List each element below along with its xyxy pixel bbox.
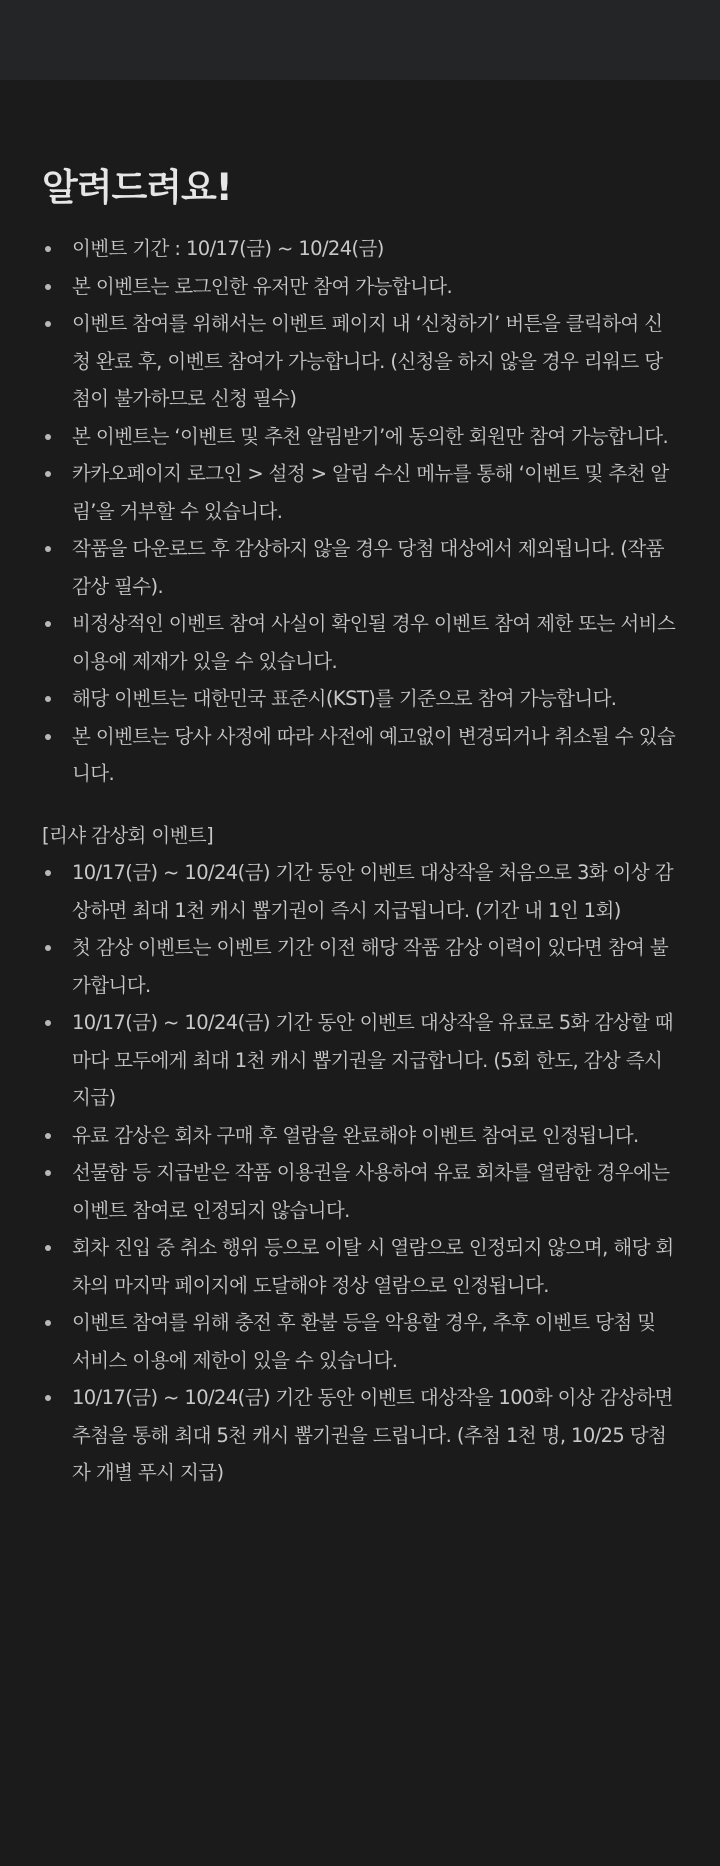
event-notice-list: [42, 854, 678, 1492]
list-item: 이벤트 참여를 위해 충전 후 환불 등을 악용할 경우, 추후 이벤트 당첨 및 서비스 이용에 제한이 있을 수 있습니다.: [42, 1304, 678, 1379]
notice-title: 알려드려요!: [42, 166, 232, 209]
list-item: 본 이벤트는 ‘이벤트 및 추천 알림받기’에 동의한 회원만 참여 가능합니다.: [42, 418, 678, 456]
list-item: 10/17(금) ~ 10/24(금) 기간 동안 이벤트 대상작을 100화 이상 감상하면 추첨을 통해 최대 5천 캐시 뽑기권을 드립니다. (추첨 1천 명, 10/25 당첨자 개별 푸시 지급): [42, 1379, 678, 1492]
list-item: 작품을 다운로드 후 감상하지 않을 경우 당첨 대상에서 제외됩니다. (작품 감상 필수).: [42, 530, 678, 605]
notice-section: [0, 80, 720, 1492]
list-item: 10/17(금) ~ 10/24(금) 기간 동안 이벤트 대상작을 유료로 5화 감상할 때마다 모두에게 최대 1천 캐시 뽑기권을 지급합니다. (5회 한도, 감상 즉시 지급): [42, 1004, 678, 1117]
list-item: 회차 진입 중 취소 행위 등으로 이탈 시 열람으로 인정되지 않으며, 해당 회차의 마지막 페이지에 도달해야 정상 열람으로 인정됩니다.: [42, 1229, 678, 1304]
list-item: 해당 이벤트는 대한민국 표준시(KST)를 기준으로 참여 가능합니다.: [42, 680, 678, 718]
list-item: 선물함 등 지급받은 작품 이용권을 사용하여 유료 회차를 열람한 경우에는 이벤트 참여로 인정되지 않습니다.: [42, 1154, 678, 1229]
list-item: 이벤트 기간 : 10/17(금) ~ 10/24(금): [42, 230, 678, 268]
list-item: 이벤트 참여를 위해서는 이벤트 페이지 내 ‘신청하기’ 버튼을 클릭하여 신청 완료 후, 이벤트 참여가 가능합니다. (신청을 하지 않을 경우 리워드 당첨이 불가하므로 신청 필수): [42, 305, 678, 418]
list-item: 카카오페이지 로그인 > 설정 > 알림 수신 메뉴를 통해 ‘이벤트 및 추천 알림’을 거부할 수 있습니다.: [42, 455, 678, 530]
list-item: 비정상적인 이벤트 참여 사실이 확인될 경우 이벤트 참여 제한 또는 서비스 이용에 제재가 있을 수 있습니다.: [42, 605, 678, 680]
list-item: 유료 감상은 회차 구매 후 열람을 완료해야 이벤트 참여로 인정됩니다.: [42, 1117, 678, 1155]
top-bar: [0, 0, 720, 80]
general-notice-list: [42, 230, 678, 793]
list-item: 본 이벤트는 당사 사정에 따라 사전에 예고없이 변경되거나 취소될 수 있습니다.: [42, 718, 678, 793]
list-item: 첫 감상 이벤트는 이벤트 기간 이전 해당 작품 감상 이력이 있다면 참여 불가합니다.: [42, 929, 678, 1004]
event-section-heading: [리샤 감상회 이벤트]: [42, 823, 214, 847]
list-item: 10/17(금) ~ 10/24(금) 기간 동안 이벤트 대상작을 처음으로 3화 이상 감상하면 최대 1천 캐시 뽑기권이 즉시 지급됩니다. (기간 내 1인 1회): [42, 854, 678, 929]
list-item: 본 이벤트는 로그인한 유저만 참여 가능합니다.: [42, 268, 678, 306]
